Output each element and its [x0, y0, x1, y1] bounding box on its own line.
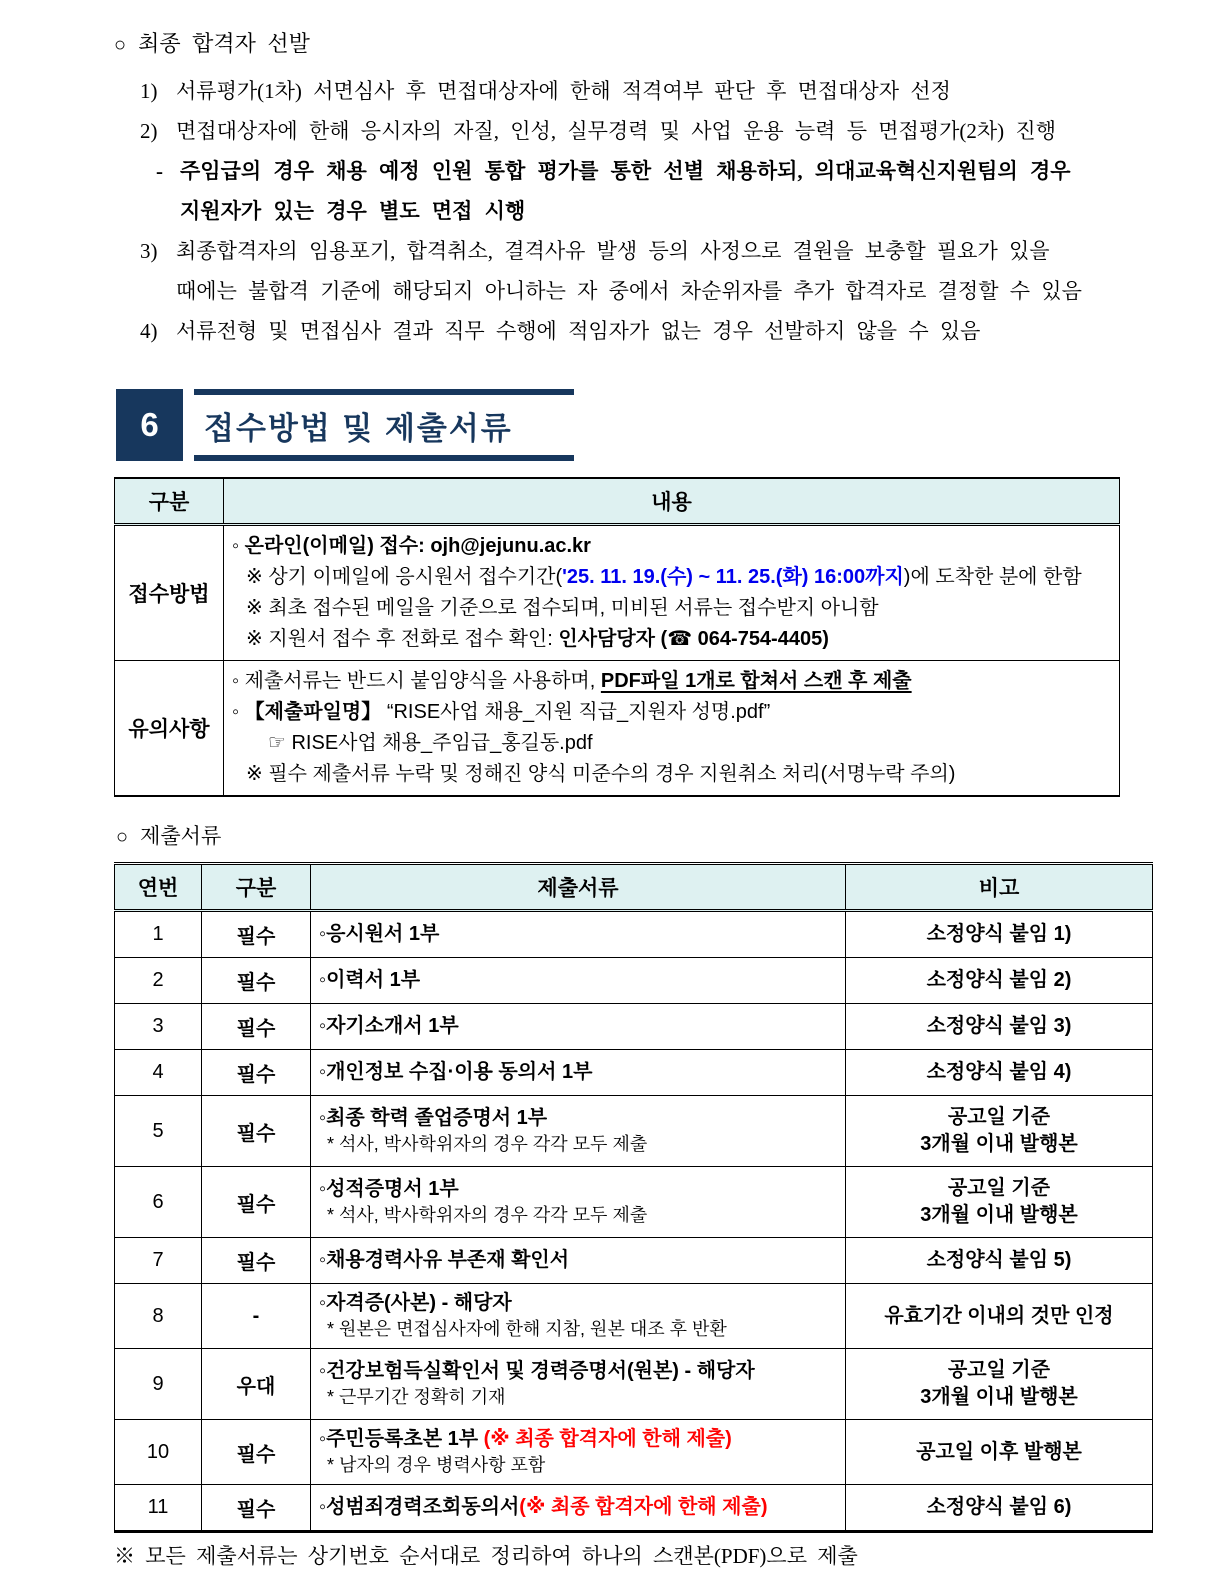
document-name	[311, 1485, 846, 1532]
text-segment: 인사담당자 (☎ 064-754-4405)	[558, 628, 829, 650]
text-segment: ※ 상기 이메일에 응시원서 접수기간(	[246, 566, 563, 588]
documents-heading-label: 제출서류	[140, 824, 222, 848]
document-no: 1	[115, 911, 202, 958]
document-type: 필수	[202, 1167, 311, 1238]
item-text	[176, 231, 1120, 311]
document-note-line: 3개월 이내 발행본	[920, 1133, 1078, 1155]
document-note-line: 소정양식 붙임 4)	[926, 1061, 1072, 1083]
method-row-content	[224, 525, 1120, 661]
document-name	[311, 1096, 846, 1167]
doc-header-no: 연번	[115, 864, 202, 911]
document-type: 필수	[202, 1485, 311, 1532]
selection-item	[114, 151, 1120, 231]
text-segment: ◦ 온라인(이메일) 접수:	[232, 535, 431, 557]
final-selection-section	[114, 28, 1120, 351]
text-segment: (※ 최종 합격자에 한해 제출)	[483, 1428, 732, 1450]
document-main-line	[319, 1059, 839, 1086]
document-main-line	[319, 1426, 839, 1453]
document-no: 7	[115, 1238, 202, 1284]
text-segment: 【제출파일명】	[244, 701, 382, 723]
document-row	[115, 1420, 1153, 1485]
document-note-line: 유효기간 이내의 것만 인정	[884, 1304, 1114, 1327]
content-line	[232, 666, 1111, 697]
documents-heading	[116, 821, 1120, 852]
document-main-line	[319, 1494, 839, 1521]
method-table-head	[115, 478, 1120, 525]
text-segment: ◦이력서 1부	[319, 969, 421, 991]
text-segment: ◦개인정보 수집·이용 동의서 1부	[319, 1061, 593, 1083]
content-line	[232, 593, 1111, 624]
document-sub-line: * 석사, 박사학위자의 경우 각각 모두 제출	[327, 1205, 648, 1225]
text-segment: (※ 최종 합격자에 한해 제출)	[519, 1496, 768, 1518]
document-no: 10	[115, 1420, 202, 1485]
document-no: 5	[115, 1096, 202, 1167]
document-no: 2	[115, 958, 202, 1004]
doc-header-note: 비고	[846, 864, 1153, 911]
section-title: 접수방법 및 제출서류	[204, 410, 513, 446]
document-note-line: 소정양식 붙임 1)	[926, 923, 1072, 945]
document-note-line: 소정양식 붙임 6)	[926, 1496, 1072, 1518]
document-type: 필수	[202, 911, 311, 958]
doc-header-name: 제출서류	[311, 864, 846, 911]
document-no: 4	[115, 1050, 202, 1096]
document-name	[311, 1349, 846, 1420]
document-note	[846, 911, 1153, 958]
document-type: 필수	[202, 1004, 311, 1050]
document-name	[311, 1238, 846, 1284]
final-selection-items	[114, 71, 1120, 351]
item-text	[176, 71, 1120, 111]
document-main-line	[319, 1105, 839, 1132]
document-row	[115, 1050, 1153, 1096]
documents-table-head	[115, 864, 1153, 911]
content-line	[232, 624, 1111, 655]
item-line: 때에는 불합격 기준에 해당되지 아니하는 자 중에서 차순위자를 추가 합격자로 결정할 수 있음	[176, 279, 1082, 303]
content-line	[232, 531, 1111, 562]
document-row	[115, 1284, 1153, 1349]
document-no: 11	[115, 1485, 202, 1532]
final-selection-heading	[114, 28, 1120, 61]
text-segment: ☞ RISE사업 채용_주임급_홍길동.pdf	[268, 732, 593, 754]
text-segment: ◦자기소개서 1부	[319, 1015, 459, 1037]
final-selection-title: 최종 합격자 선발	[138, 31, 310, 56]
selection-item	[114, 311, 1120, 351]
selection-item	[114, 231, 1120, 311]
circle-bullet-icon: ○	[116, 826, 129, 848]
method-table-body	[115, 525, 1120, 797]
document-main-line	[319, 1290, 839, 1317]
document-note-line: 공고일 기준	[947, 1359, 1051, 1381]
document-type: 우대	[202, 1349, 311, 1420]
item-line: 서류평가(1차) 서면심사 후 면접대상자에 한해 적격여부 판단 후 면접대상자 선정	[176, 79, 951, 103]
document-note-line: 공고일 기준	[947, 1106, 1051, 1128]
document-type: 필수	[202, 1420, 311, 1485]
text-segment: ◦성범죄경력조회동의서	[319, 1496, 520, 1518]
document-no: 8	[115, 1284, 202, 1349]
document-row	[115, 1485, 1153, 1532]
document-no: 9	[115, 1349, 202, 1420]
document-no: 6	[115, 1167, 202, 1238]
document-note	[846, 1167, 1153, 1238]
document-note-line: 소정양식 붙임 2)	[926, 969, 1072, 991]
text-segment: ※ 지원서 접수 후 전화로 접수 확인:	[246, 628, 559, 650]
document-name	[311, 1420, 846, 1485]
document-main-line	[319, 921, 839, 948]
item-marker: 3)	[140, 239, 158, 263]
item-line: 지원자가 있는 경우 별도 면접 시행	[180, 199, 526, 223]
documents-footnote: ※ 모든 제출서류는 상기번호 순서대로 정리하여 하나의 스캔본(PDF)으로 제출	[114, 1544, 858, 1568]
document-note	[846, 1284, 1153, 1349]
text-segment: ◦주민등록초본 1부	[319, 1428, 484, 1450]
document-name	[311, 1004, 846, 1050]
text-segment: ◦	[232, 701, 245, 723]
item-line: 서류전형 및 면접심사 결과 직무 수행에 적임자가 없는 경우 선발하지 않을 수 있음	[176, 319, 981, 343]
document-note	[846, 1238, 1153, 1284]
item-line: 주임급의 경우 채용 예정 인원 통합 평가를 통한 선별 채용하되, 의대교육혁신지원팀의 경우	[180, 159, 1071, 183]
document-type: 필수	[202, 1050, 311, 1096]
documents-table-header-row	[115, 864, 1153, 911]
document-row	[115, 1167, 1153, 1238]
document-sub-line: * 원본은 면접심사자에 한해 지참, 원본 대조 후 반환	[327, 1319, 727, 1339]
document-note	[846, 1420, 1153, 1485]
document-main-line	[319, 1013, 839, 1040]
document-note-line: 공고일 기준	[947, 1177, 1051, 1199]
document-type: 필수	[202, 1096, 311, 1167]
method-header-category: 구분	[115, 478, 224, 525]
text-segment: PDF파일 1개로 합쳐서 스캔 후 제출	[600, 670, 912, 692]
item-text	[180, 151, 1120, 231]
document-name	[311, 911, 846, 958]
text-segment: )에 도착한 분에 한함	[903, 566, 1082, 588]
method-row-label: 접수방법	[115, 525, 224, 661]
text-segment: ◦ 제출서류는 반드시 붙임양식을 사용하며,	[232, 670, 601, 692]
document-note	[846, 1096, 1153, 1167]
documents-table	[114, 862, 1153, 1533]
document-sub-line: * 근무기간 정확히 기재	[327, 1387, 506, 1407]
document-main-line	[319, 967, 839, 994]
section-number-badge: 6	[116, 389, 183, 461]
document-name	[311, 1167, 846, 1238]
text-segment: ◦최종 학력 졸업증명서 1부	[319, 1107, 548, 1129]
selection-item	[114, 71, 1120, 111]
document-note-line: 3개월 이내 발행본	[920, 1386, 1078, 1408]
document-note	[846, 1485, 1153, 1532]
item-marker: 4)	[140, 319, 158, 343]
document-note	[846, 958, 1153, 1004]
document-name	[311, 1284, 846, 1349]
text-segment: '25. 11. 19.(수) ~ 11. 25.(화) 16:00까지	[562, 566, 904, 588]
text-segment: “RISE사업 채용_지원 직급_지원자 성명.pdf”	[381, 701, 771, 723]
document-row	[115, 1096, 1153, 1167]
text-segment: ojh@jejunu.ac.kr	[430, 535, 591, 557]
text-segment: ◦성적증명서 1부	[319, 1178, 459, 1200]
item-marker: 1)	[140, 79, 158, 103]
method-row	[115, 661, 1120, 797]
document-type: 필수	[202, 958, 311, 1004]
content-line	[232, 759, 1111, 790]
document-row	[115, 1004, 1153, 1050]
document-row	[115, 911, 1153, 958]
text-segment: ◦응시원서 1부	[319, 923, 440, 945]
selection-item	[114, 111, 1120, 151]
documents-table-body	[115, 911, 1153, 1532]
content-line	[232, 728, 1111, 759]
content-line	[232, 562, 1111, 593]
circle-bullet-icon: ○	[114, 34, 127, 56]
document-main-line	[319, 1358, 839, 1385]
item-marker: 2)	[140, 119, 158, 143]
method-table-header-row	[115, 478, 1120, 525]
document-note	[846, 1349, 1153, 1420]
document-main-line	[319, 1247, 839, 1274]
item-text	[176, 111, 1120, 151]
text-segment: ※ 필수 제출서류 누락 및 정해진 양식 미준수의 경우 지원취소 처리(서명누락 주의)	[246, 763, 956, 785]
item-marker: -	[156, 159, 163, 183]
document-note-line: 소정양식 붙임 5)	[926, 1249, 1072, 1271]
text-segment: ◦채용경력사유 부존재 확인서	[319, 1249, 570, 1271]
document-note-line: 공고일 이후 발행본	[916, 1440, 1082, 1463]
document-note-line: 소정양식 붙임 3)	[926, 1015, 1072, 1037]
method-header-content: 내용	[224, 478, 1120, 525]
item-text	[176, 311, 1120, 351]
section-title-box	[194, 389, 574, 461]
document-note	[846, 1004, 1153, 1050]
doc-header-type: 구분	[202, 864, 311, 911]
method-row-label: 유의사항	[115, 661, 224, 797]
text-segment: ※ 최초 접수된 메일을 기준으로 접수되며, 미비된 서류는 접수받지 아니함	[246, 597, 879, 619]
document-type: 필수	[202, 1238, 311, 1284]
method-table	[114, 477, 1120, 797]
section-6-banner	[116, 389, 1120, 461]
document-row	[115, 958, 1153, 1004]
content-line	[232, 697, 1111, 728]
text-segment: ◦자격증(사본) - 해당자	[319, 1292, 512, 1314]
document-no: 3	[115, 1004, 202, 1050]
text-segment: ◦건강보험득실확인서 및 경력증명서(원본) - 해당자	[319, 1360, 755, 1382]
document-main-line	[319, 1176, 839, 1203]
document-note	[846, 1050, 1153, 1096]
method-row-content	[224, 661, 1120, 797]
document-type: -	[202, 1284, 311, 1349]
method-row	[115, 525, 1120, 661]
document-row	[115, 1349, 1153, 1420]
item-line: 면접대상자에 한해 응시자의 자질, 인성, 실무경력 및 사업 운용 능력 등 면접평가(2차) 진행	[176, 119, 1056, 143]
document-row	[115, 1238, 1153, 1284]
document-sub-line: * 남자의 경우 병력사항 포함	[327, 1455, 546, 1475]
document-name	[311, 958, 846, 1004]
document-name	[311, 1050, 846, 1096]
item-line: 최종합격자의 임용포기, 합격취소, 결격사유 발생 등의 사정으로 결원을 보충할 필요가 있을	[176, 239, 1050, 263]
document-sub-line: * 석사, 박사학위자의 경우 각각 모두 제출	[327, 1134, 648, 1154]
document-note-line: 3개월 이내 발행본	[920, 1204, 1078, 1226]
